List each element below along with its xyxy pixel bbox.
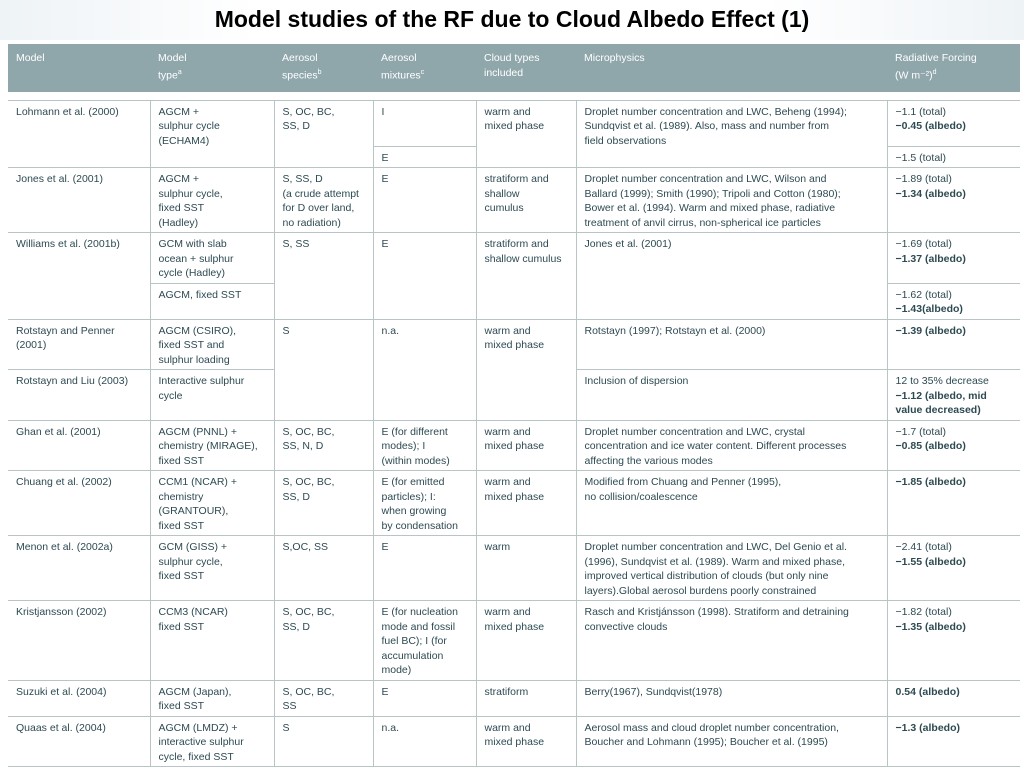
cell-mixtures: E (for different modes); I (within modes): [373, 420, 476, 471]
cell-radiative-forcing: −1.69 (total) −1.37 (albedo): [887, 233, 1020, 284]
spacer-row: [8, 92, 1020, 100]
cell-microphysics: Droplet number concentration and LWC, Beheng (1994); Sundqvist et al. (1989). Also, mass and number from field observations: [576, 100, 887, 168]
cell-mixtures: E: [373, 168, 476, 233]
table-row: [8, 319, 1020, 370]
cell-species: S,OC, SS: [274, 536, 373, 601]
cell-microphysics: Jones et al. (2001): [576, 233, 887, 320]
header-microphysics: Microphysics: [576, 44, 887, 92]
cell-cloud-types: warm: [476, 536, 576, 601]
header-aerosol-mixtures: Aerosol mixtures$^c$: [373, 44, 476, 92]
cell-model-type: AGCM (CSIRO), fixed SST and sulphur loading: [150, 319, 274, 370]
cell-model: Jones et al. (2001): [8, 168, 150, 233]
cell-microphysics: Rotstayn (1997); Rotstayn et al. (2000): [576, 319, 887, 370]
page-title: Model studies of the RF due to Cloud Albedo Effect (1): [214, 6, 810, 32]
cell-model: Rotstayn and Penner (2001): [8, 319, 150, 370]
cell-microphysics: Berry(1967), Sundqvist(1978): [576, 680, 887, 716]
cell-species: S: [274, 319, 373, 420]
cell-species: S, SS: [274, 233, 373, 320]
header-radiative-forcing: Radiative Forcing (W m⁻²)$^d$: [887, 44, 1020, 92]
cell-cloud-types: warm and mixed phase: [476, 471, 576, 536]
cell-microphysics: Droplet number concentration and LWC, crystal concentration and ice water content. Different processes affecting the various modes: [576, 420, 887, 471]
cell-cloud-types: stratiform and shallow cumulus: [476, 168, 576, 233]
cell-model: Chuang et al. (2002): [8, 471, 150, 536]
cell-cloud-types: warm and mixed phase: [476, 100, 576, 168]
cell-mixtures: n.a.: [373, 716, 476, 767]
cell-radiative-forcing: −1.89 (total) −1.34 (albedo): [887, 168, 1020, 233]
table-row: [8, 233, 1020, 284]
table-row: [8, 536, 1020, 601]
cell-microphysics: Droplet number concentration and LWC, Del Genio et al. (1996), Sundqvist et al. (1989). Warm and mixed phase, improved vertical distribution of clouds (but only nine layers).Global aerosol burdens poorly constrained: [576, 536, 887, 601]
cell-model-type: AGCM (PNNL) + chemistry (MIRAGE), fixed SST: [150, 420, 274, 471]
cell-mixtures: I: [373, 100, 476, 146]
cell-microphysics: Rasch and Kristjánsson (1998). Stratiform and detraining convective clouds: [576, 601, 887, 681]
table-row: [8, 420, 1020, 471]
cell-cloud-types: stratiform and shallow cumulus: [476, 233, 576, 320]
cell-species: S, OC, BC, SS, N, D: [274, 420, 373, 471]
cell-radiative-forcing: −1.62 (total) −1.43(albedo): [887, 283, 1020, 319]
cell-mixtures: E (for nucleation mode and fossil fuel BC); I (for accumulation mode): [373, 601, 476, 681]
cell-model-type: CCM1 (NCAR) + chemistry (GRANTOUR), fixed SST: [150, 471, 274, 536]
cell-radiative-forcing: 0.54 (albedo): [887, 680, 1020, 716]
cell-model-type: AGCM + sulphur cycle (ECHAM4): [150, 100, 274, 168]
cell-species: S, SS, D (a crude attempt for D over land, no radiation): [274, 168, 373, 233]
table-container: [8, 44, 1020, 768]
cell-radiative-forcing: −1.7 (total) −0.85 (albedo): [887, 420, 1020, 471]
cell-radiative-forcing: −1.1 (total) −0.45 (albedo): [887, 100, 1020, 146]
cell-mixtures: E: [373, 536, 476, 601]
cell-model-type: AGCM, fixed SST: [150, 283, 274, 319]
cell-model: Williams et al. (2001b): [8, 233, 150, 320]
cell-model-type: GCM (GISS) + sulphur cycle, fixed SST: [150, 536, 274, 601]
model-studies-table: [8, 44, 1020, 767]
cell-radiative-forcing: −1.3 (albedo): [887, 716, 1020, 767]
cell-model: Quaas et al. (2004): [8, 716, 150, 767]
table-row: [8, 680, 1020, 716]
cell-model: Kristjansson (2002): [8, 601, 150, 681]
cell-cloud-types: warm and mixed phase: [476, 601, 576, 681]
header-aerosol-species: Aerosol species$^b$: [274, 44, 373, 92]
cell-model-type: AGCM (Japan), fixed SST: [150, 680, 274, 716]
table-row: [8, 168, 1020, 233]
table-row: [8, 716, 1020, 767]
table-row: [8, 471, 1020, 536]
table-row: [8, 100, 1020, 146]
cell-model: Suzuki et al. (2004): [8, 680, 150, 716]
cell-model: Rotstayn and Liu (2003): [8, 370, 150, 421]
cell-species: S: [274, 716, 373, 767]
cell-species: S, OC, BC, SS, D: [274, 471, 373, 536]
cell-cloud-types: warm and mixed phase: [476, 716, 576, 767]
cell-species: S, OC, BC, SS: [274, 680, 373, 716]
cell-model: Menon et al. (2002a): [8, 536, 150, 601]
cell-microphysics: Modified from Chuang and Penner (1995), no collision/coalescence: [576, 471, 887, 536]
cell-radiative-forcing: −1.82 (total) −1.35 (albedo): [887, 601, 1020, 681]
cell-model-type: Interactive sulphur cycle: [150, 370, 274, 421]
cell-mixtures: E (for emitted particles); I: when growing by condensation: [373, 471, 476, 536]
cell-model-type: CCM3 (NCAR) fixed SST: [150, 601, 274, 681]
cell-cloud-types: warm and mixed phase: [476, 420, 576, 471]
cell-species: S, OC, BC, SS, D: [274, 100, 373, 168]
cell-model-type: AGCM (LMDZ) + interactive sulphur cycle, fixed SST: [150, 716, 274, 767]
cell-radiative-forcing: −2.41 (total) −1.55 (albedo): [887, 536, 1020, 601]
header-cloud-types: Cloud types included: [476, 44, 576, 92]
cell-mixtures: E: [373, 680, 476, 716]
header-model: Model: [8, 44, 150, 92]
cell-model: Lohmann et al. (2000): [8, 100, 150, 168]
cell-model: Ghan et al. (2001): [8, 420, 150, 471]
cell-species: S, OC, BC, SS, D: [274, 601, 373, 681]
cell-cloud-types: warm and mixed phase: [476, 319, 576, 420]
cell-microphysics: Aerosol mass and cloud droplet number concentration, Boucher and Lohmann (1995); Boucher et al. (1995): [576, 716, 887, 767]
cell-microphysics: Droplet number concentration and LWC, Wilson and Ballard (1999); Smith (1990); Tripoli and Cotton (1980); Bower et al. (1994). Warm and mixed phase, radiative treatment of anvil cirrus, non-spherical ice particles: [576, 168, 887, 233]
header-row: [8, 44, 1020, 92]
cell-radiative-forcing: 12 to 35% decrease −1.12 (albedo, mid value decreased): [887, 370, 1020, 421]
table-row: [8, 601, 1020, 681]
cell-cloud-types: stratiform: [476, 680, 576, 716]
cell-radiative-forcing: −1.85 (albedo): [887, 471, 1020, 536]
cell-mixtures: E: [373, 233, 476, 320]
cell-microphysics: Inclusion of dispersion: [576, 370, 887, 421]
header-model-type: Model type$^a$: [150, 44, 274, 92]
cell-radiative-forcing: −1.5 (total): [887, 146, 1020, 168]
cell-radiative-forcing: −1.39 (albedo): [887, 319, 1020, 370]
cell-model-type: AGCM + sulphur cycle, fixed SST (Hadley): [150, 168, 274, 233]
cell-mixtures: n.a.: [373, 319, 476, 420]
cell-mixtures: E: [373, 146, 476, 168]
cell-model-type: GCM with slab ocean + sulphur cycle (Hadley): [150, 233, 274, 284]
